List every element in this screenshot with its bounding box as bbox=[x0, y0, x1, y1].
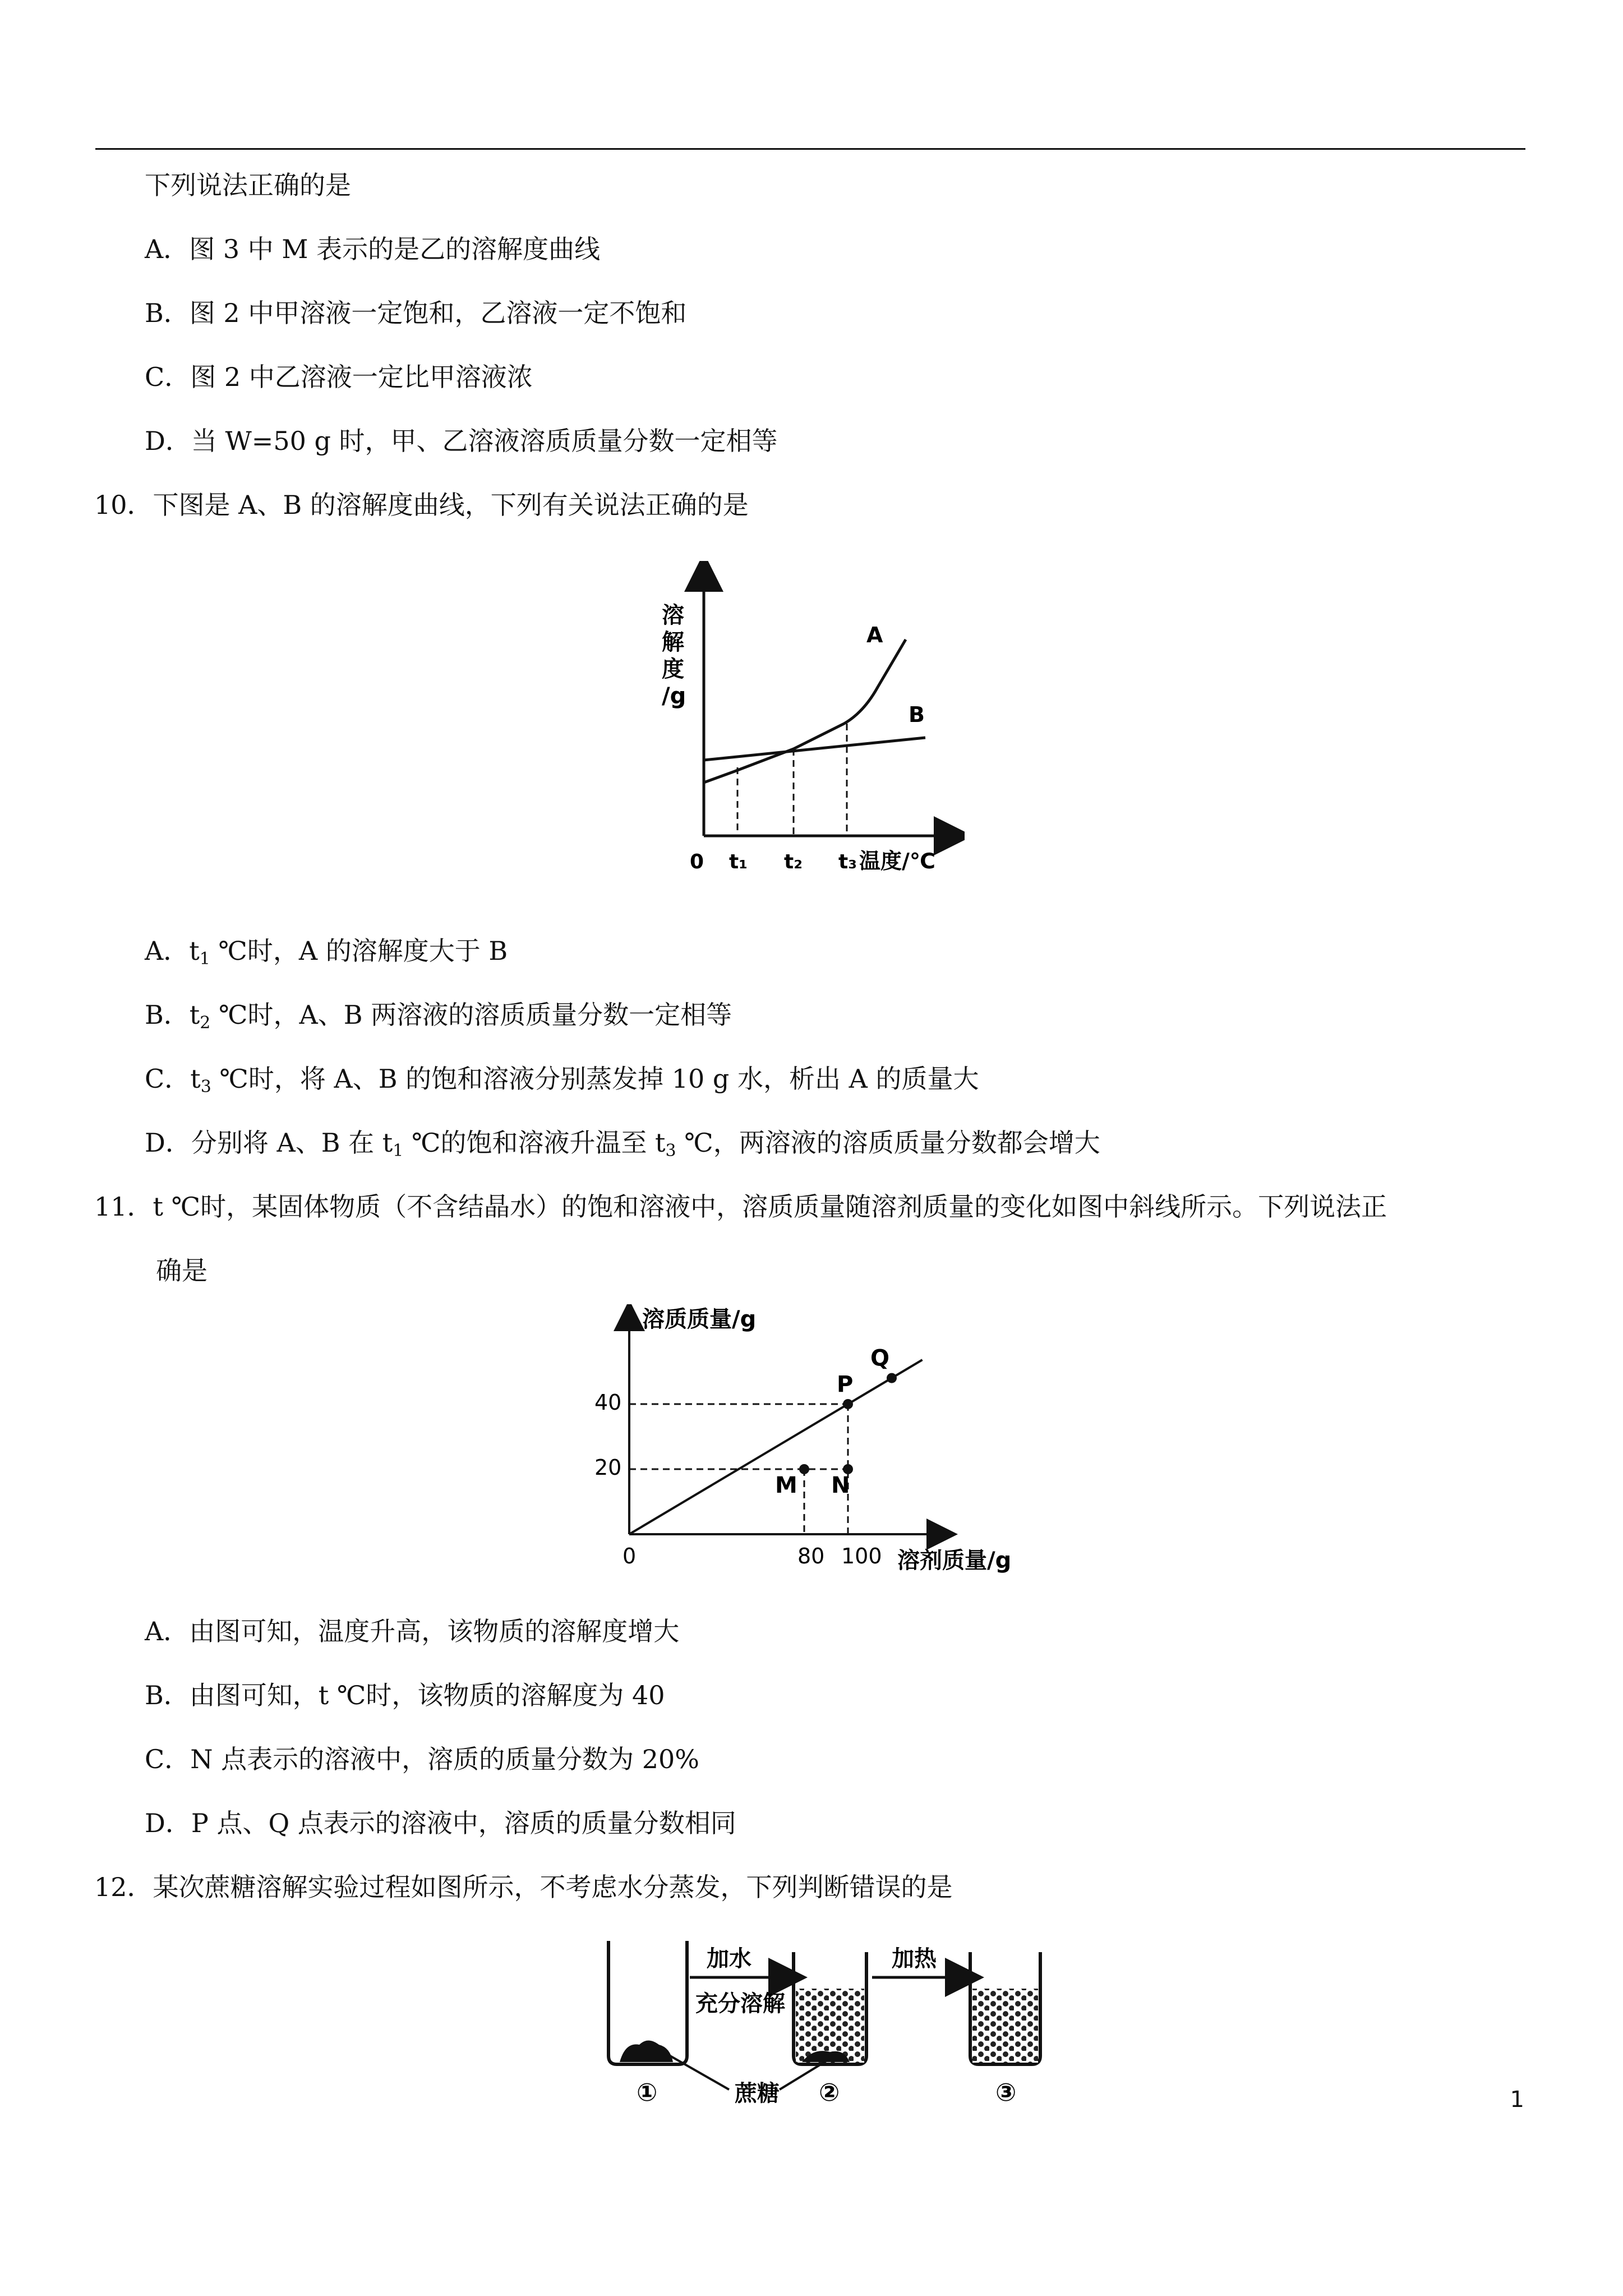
q10-ylabel-2: 解 bbox=[662, 629, 684, 655]
q11-point-p bbox=[843, 1399, 853, 1409]
q11-chart bbox=[583, 1304, 1043, 1585]
q11-point-label-p: P bbox=[837, 1372, 854, 1397]
label-dissolve: 充分溶解 bbox=[695, 1991, 785, 2017]
q10-curve-a bbox=[704, 639, 906, 783]
q10-solubility-figure bbox=[651, 561, 965, 886]
q11-ylabel: 溶质质量/g bbox=[642, 1306, 757, 1332]
q11-stem-line2: 确是 bbox=[156, 1255, 208, 1286]
label-beaker-3: ③ bbox=[995, 2078, 1017, 2107]
q11-ytick-20: 20 bbox=[594, 1455, 622, 1480]
q11-stem-line1: 11．t ℃时，某固体物质（不含结晶水）的饱和溶液中，溶质质量随溶剂质量的变化如图中斜线所示。下列说法正 bbox=[94, 1191, 1387, 1222]
q11-option-c: C．N 点表示的溶液中，溶质的质量分数为 20% bbox=[145, 1744, 699, 1774]
q10-option-a: A．$t_1$ ℃时，A 的溶解度大于 B bbox=[145, 936, 508, 969]
q11-point-m bbox=[799, 1464, 809, 1474]
q10-option-d: D．分别将 A、B 在 $t_1$ ℃的饱和溶液升温至 $t_3$ ℃，两溶液的溶质质量分数都会增大 bbox=[145, 1128, 1100, 1161]
q10-label-b: B bbox=[909, 702, 925, 727]
q11-ytick-40: 40 bbox=[594, 1390, 622, 1415]
question-intro: 下列说法正确的是 bbox=[145, 170, 351, 200]
q11-xtick-0: 0 bbox=[623, 1544, 637, 1568]
q11-point-label-q: Q bbox=[870, 1345, 890, 1372]
q10-option-b: B．$t_2$ ℃时，A、B 两溶液的溶质质量分数一定相等 bbox=[145, 1000, 732, 1033]
q10-origin-label: 0 bbox=[690, 850, 704, 873]
q11-option-a: A．由图可知，温度升高，该物质的溶解度增大 bbox=[145, 1616, 680, 1646]
label-add-water: 加水 bbox=[707, 1946, 751, 1972]
q12-stem: 12．某次蔗糖溶解实验过程如图所示，不考虑水分蒸发，下列判断错误的是 bbox=[94, 1872, 953, 1902]
q11-xlabel: 溶剂质量/g bbox=[897, 1548, 1012, 1573]
q11-xtick-100: 100 bbox=[841, 1544, 882, 1568]
q10-ylabel-4: /g bbox=[662, 683, 686, 709]
beaker-2-solution bbox=[796, 1989, 864, 2063]
label-beaker-1: ① bbox=[637, 2078, 658, 2107]
sucrose-pile bbox=[620, 2041, 673, 2063]
q10-t2-label: t₂ bbox=[784, 850, 803, 873]
page-number: 1 bbox=[1510, 2087, 1524, 2113]
beaker-3-solution bbox=[972, 1989, 1038, 2063]
q9-option-a: A．图 3 中 M 表示的是乙的溶解度曲线 bbox=[145, 234, 601, 264]
label-sucrose: 蔗糖 bbox=[735, 2081, 780, 2106]
header-rule bbox=[95, 148, 1525, 150]
q11-option-b: B．由图可知，t ℃时，该物质的溶解度为 40 bbox=[145, 1680, 665, 1710]
q9-option-b: B．图 2 中甲溶液一定饱和，乙溶液一定不饱和 bbox=[145, 298, 687, 328]
q10-stem: 10．下图是 A、B 的溶解度曲线，下列有关说法正确的是 bbox=[94, 490, 749, 520]
q10-ylabel-1: 溶 bbox=[662, 602, 684, 628]
q11-point-label-n: N bbox=[831, 1473, 850, 1498]
q12-beaker-figure bbox=[594, 1930, 1099, 2115]
sucrose-pointer-1 bbox=[670, 2056, 729, 2090]
q10-t3-label: t₃ bbox=[838, 850, 857, 873]
q10-t1-label: t₁ bbox=[729, 850, 748, 873]
q11-series-line bbox=[629, 1360, 923, 1534]
q10-ylabel-3: 度 bbox=[662, 656, 684, 682]
label-heat: 加热 bbox=[892, 1946, 937, 1972]
q11-xtick-80: 80 bbox=[797, 1544, 825, 1568]
q9-option-c: C．图 2 中乙溶液一定比甲溶液浓 bbox=[145, 362, 533, 392]
q10-xlabel: 温度/℃ bbox=[859, 849, 935, 873]
q9-option-d: D．当 W=50 g 时，甲、乙溶液溶质质量分数一定相等 bbox=[145, 426, 778, 456]
q11-point-label-m: M bbox=[775, 1473, 797, 1498]
q11-option-d: D．P 点、Q 点表示的溶液中，溶质的质量分数相同 bbox=[145, 1808, 736, 1838]
q10-option-c: C．$t_3$ ℃时，将 A、B 的饱和溶液分别蒸发掉 10 g 水，析出 A 的质量大 bbox=[145, 1064, 979, 1097]
q10-curve-b bbox=[704, 738, 925, 760]
label-beaker-2: ② bbox=[819, 2078, 840, 2107]
q10-label-a: A bbox=[866, 623, 883, 647]
q11-point-q bbox=[887, 1373, 897, 1383]
